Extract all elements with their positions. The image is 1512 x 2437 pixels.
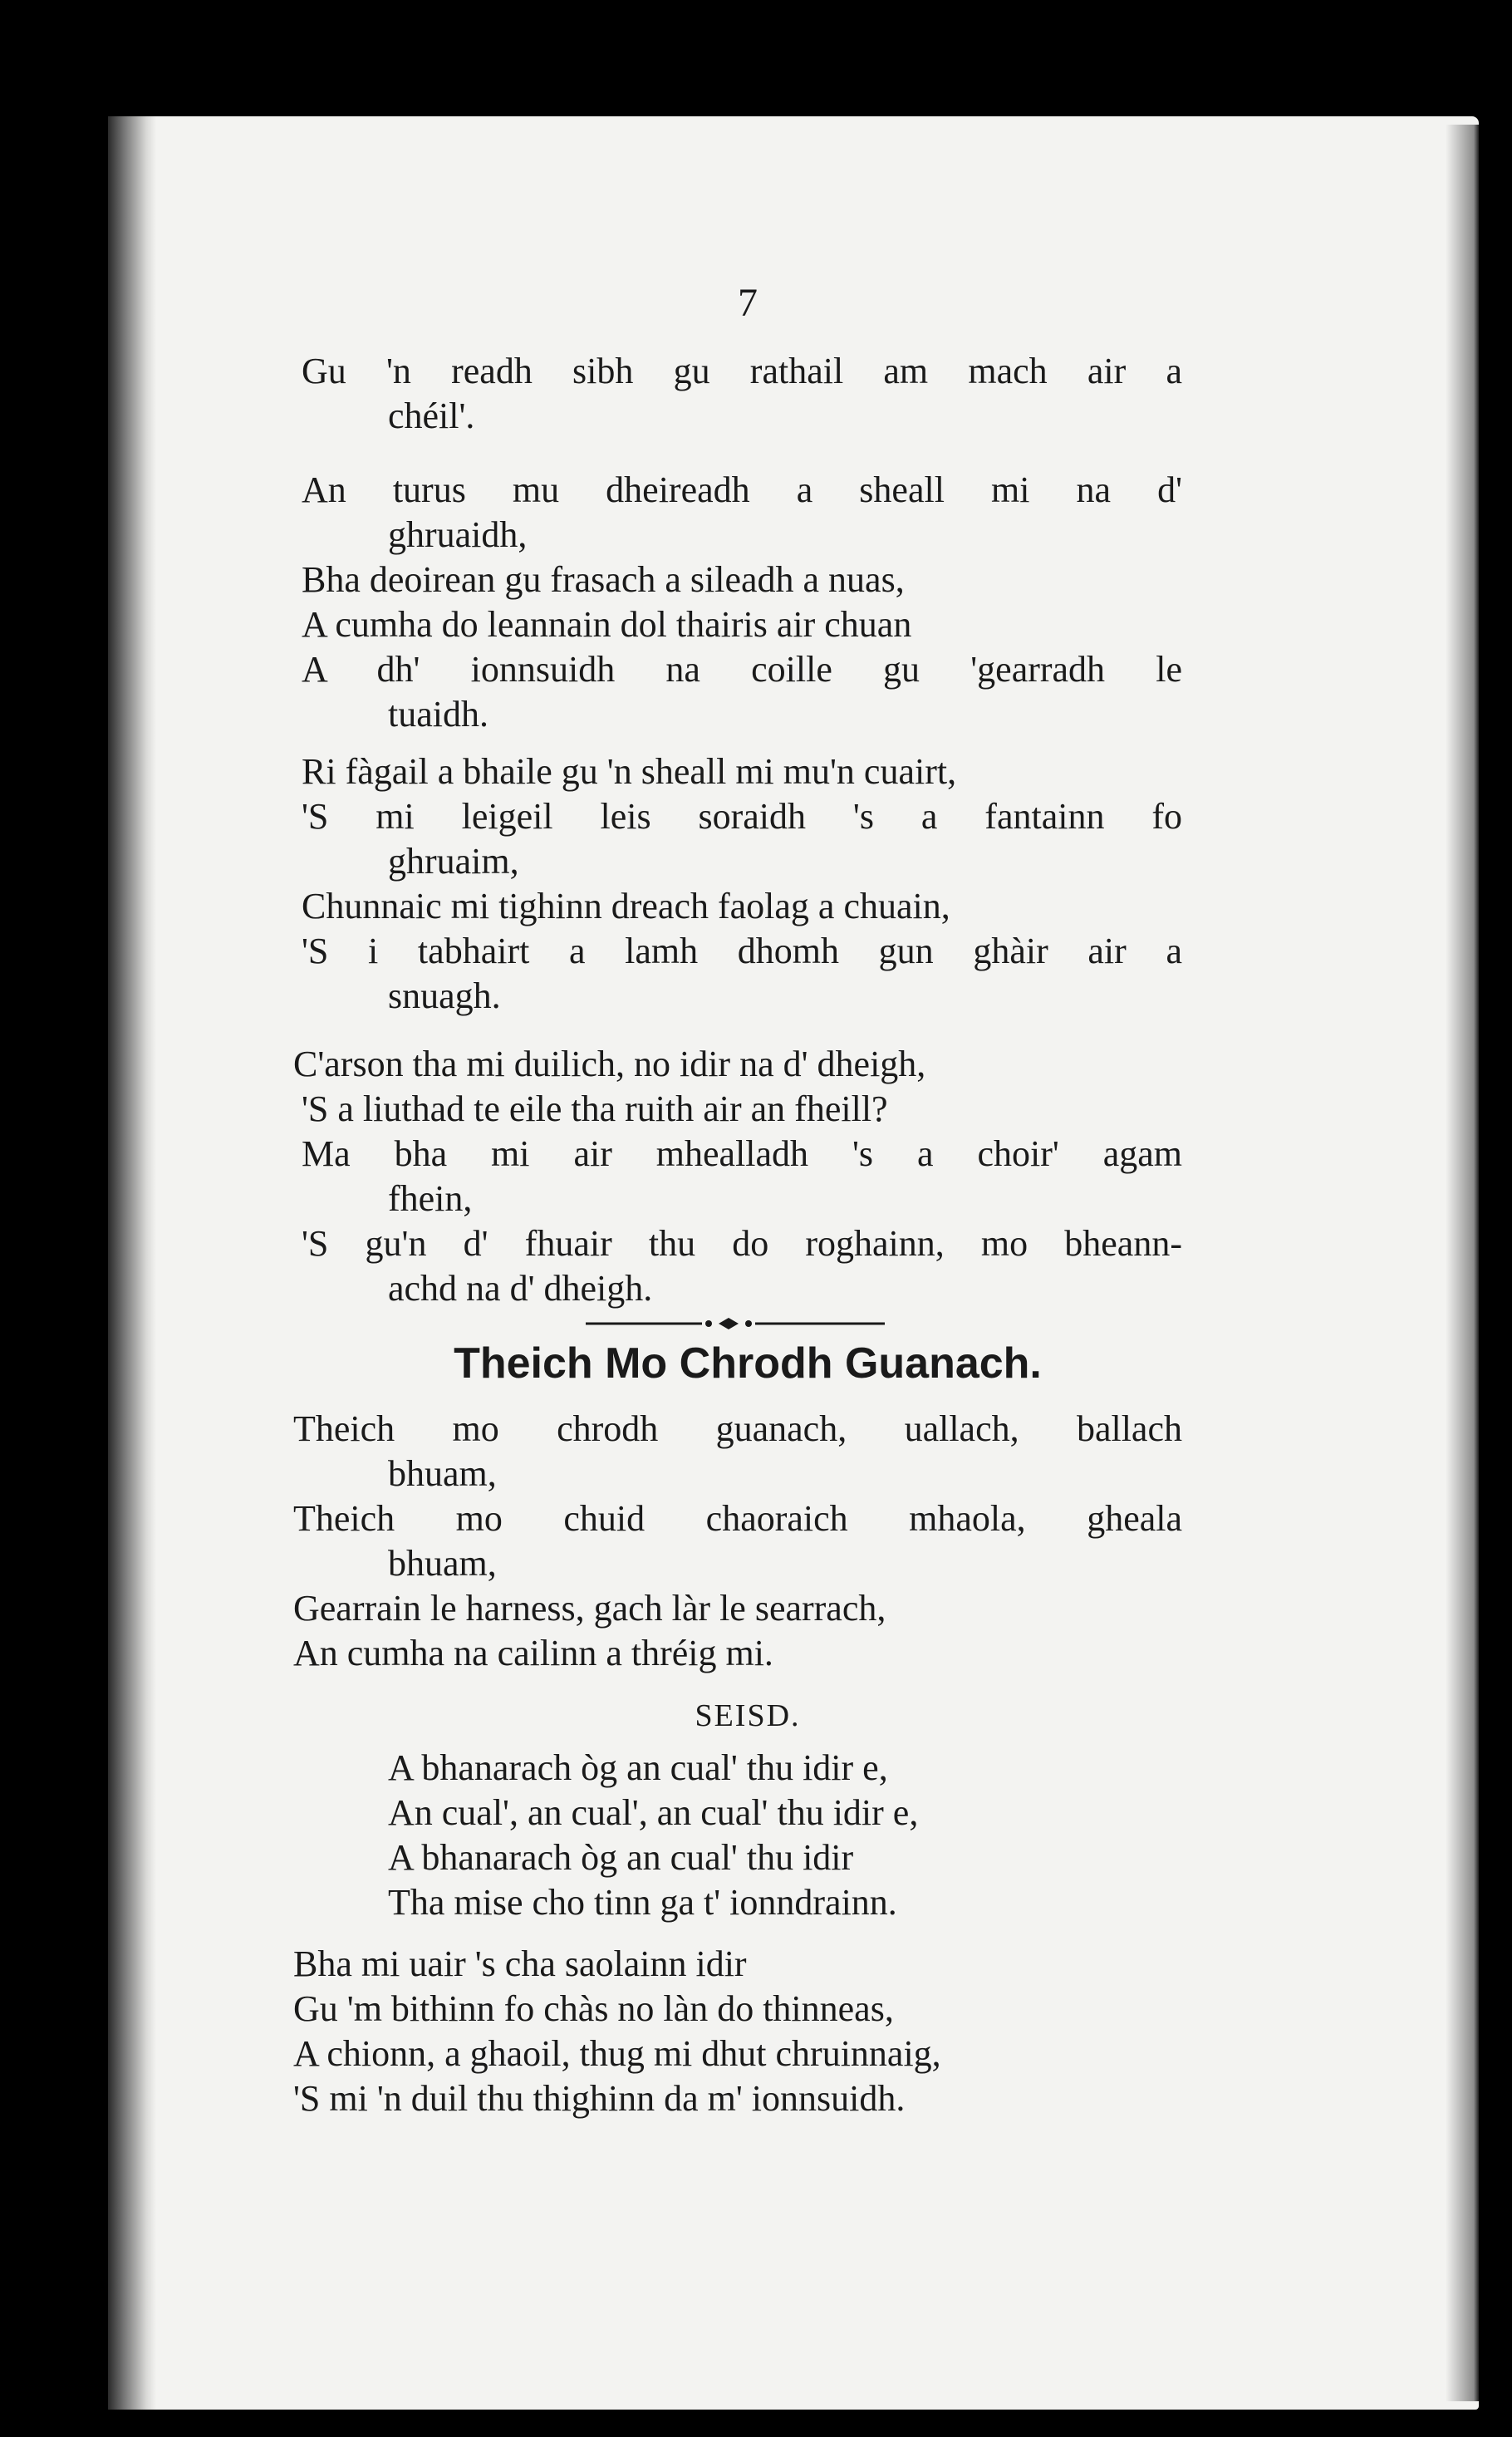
page-number: 7 bbox=[738, 281, 758, 325]
chorus-line: A bhanarach òg an cual' thu idir bbox=[388, 1837, 854, 1878]
chorus-line: An cual', an cual', an cual' thu idir e, bbox=[388, 1792, 919, 1833]
verse-line: snuagh. bbox=[388, 975, 501, 1016]
verse-line: Bha deoirean gu frasach a sileadh a nuas, bbox=[302, 559, 905, 600]
chorus-heading: SEISD. bbox=[695, 1698, 801, 1733]
verse-line: Gu 'm bithinn fo chàs no làn do thinneas, bbox=[293, 1988, 894, 2029]
verse-line: 'S gu'n d' fhuair thu do roghainn, mo bheann- bbox=[302, 1223, 1182, 1264]
verse-line: Theich mo chrodh guanach, uallach, ballach bbox=[293, 1408, 1182, 1449]
page-edge-shadow bbox=[1446, 125, 1479, 2401]
verse-line: chéil'. bbox=[388, 396, 475, 436]
verse-line: bhuam, bbox=[388, 1543, 497, 1584]
ornament-divider bbox=[586, 1315, 885, 1332]
verse-line: A cumha do leannain dol thairis air chuan bbox=[302, 604, 912, 645]
verse-line: Theich mo chuid chaoraich mhaola, gheala bbox=[293, 1498, 1182, 1539]
verse-line: bhuam, bbox=[388, 1453, 497, 1494]
verse-line: 'S a liuthad te eile tha ruith air an fheill? bbox=[302, 1088, 888, 1129]
page-binding-gutter bbox=[108, 116, 156, 2410]
chorus-line: Tha mise cho tinn ga t' ionndrainn. bbox=[388, 1882, 897, 1923]
verse-line: Chunnaic mi tighinn dreach faolag a chuain, bbox=[302, 886, 950, 926]
verse-line: An cumha na cailinn a thréig mi. bbox=[293, 1633, 773, 1673]
verse-line: A chionn, a ghaoil, thug mi dhut chruinnaig, bbox=[293, 2033, 941, 2074]
verse-line: ghruaim, bbox=[388, 841, 519, 882]
verse-line: Gu 'n readh sibh gu rathail am mach air a bbox=[302, 351, 1182, 391]
verse-line: fhein, bbox=[388, 1178, 473, 1219]
verse-line: achd na d' dheigh. bbox=[388, 1268, 653, 1309]
verse-line: tuaidh. bbox=[388, 694, 488, 735]
verse-line: ghruaidh, bbox=[388, 514, 528, 555]
verse-line: 'S mi 'n duil thu thighinn da m' ionnsuidh. bbox=[293, 2078, 906, 2119]
verse-line: C'arson tha mi duilich, no idir na d' dheigh, bbox=[293, 1044, 926, 1084]
verse-line: Ma bha mi air mhealladh 's a choir' agam bbox=[302, 1133, 1182, 1174]
verse-line: A dh' ionnsuidh na coille gu 'gearradh le bbox=[302, 649, 1182, 690]
verse-line: Gearrain le harness, gach làr le searrach, bbox=[293, 1588, 886, 1629]
chorus-line: A bhanarach òg an cual' thu idir e, bbox=[388, 1747, 888, 1788]
verse-line: Bha mi uair 's cha saolainn idir bbox=[293, 1943, 747, 1984]
verse-line: An turus mu dheireadh a sheall mi na d' bbox=[302, 469, 1182, 510]
verse-line: 'S mi leigeil leis soraidh 's a fantainn fo bbox=[302, 796, 1182, 837]
song-title: Theich Mo Chrodh Guanach. bbox=[454, 1339, 1042, 1388]
verse-line: Ri fàgail a bhaile gu 'n sheall mi mu'n cuairt, bbox=[302, 751, 957, 792]
verse-line: 'S i tabhairt a lamh dhomh gun ghàir air a bbox=[302, 931, 1182, 971]
